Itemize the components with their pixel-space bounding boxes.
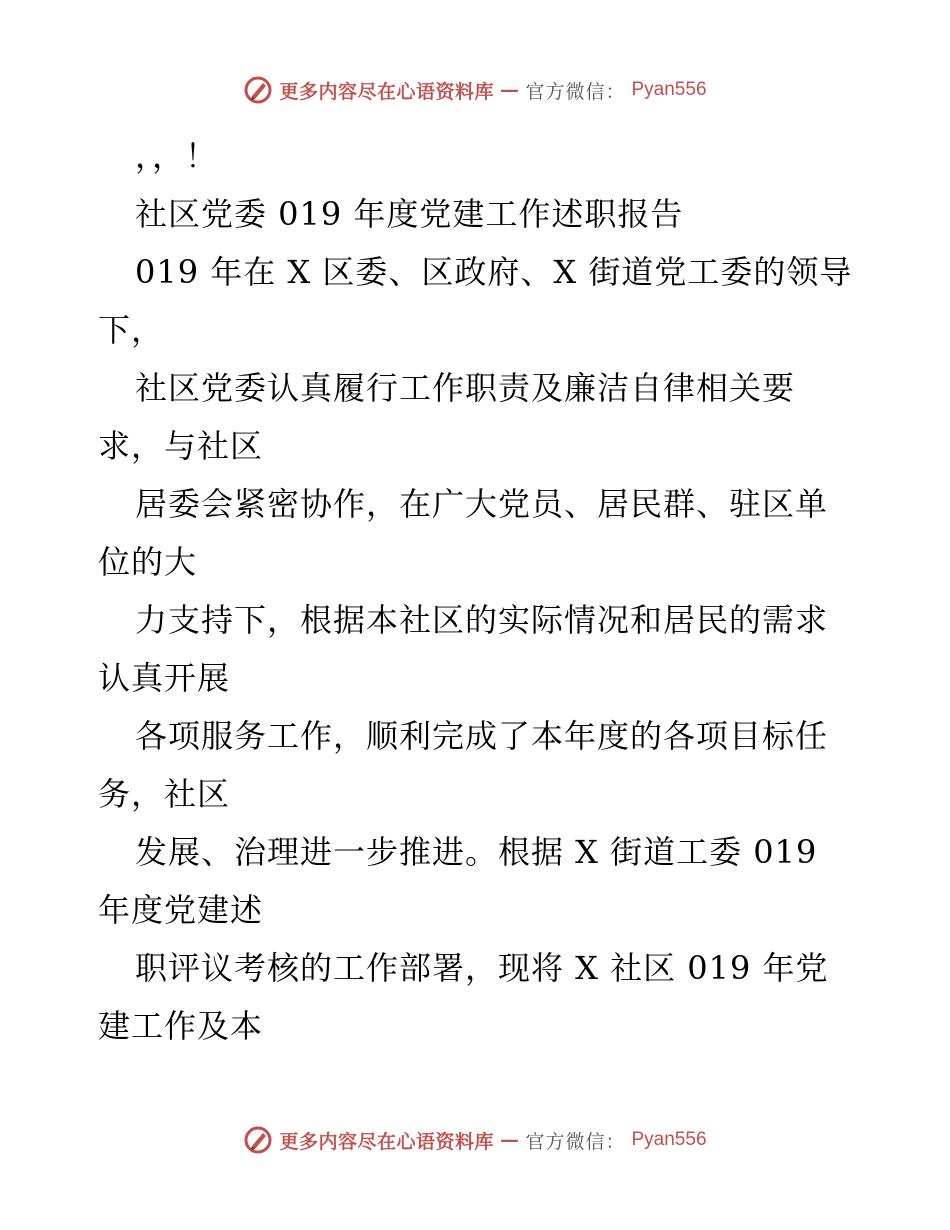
text-line: 位的大	[98, 543, 198, 581]
text-line: 力支持下，根据本社区的实际情况和居民的需求	[135, 601, 829, 639]
text-line: 下，	[98, 311, 165, 349]
text-line: 职评议考核的工作部署，现将 X 社区 019 年党	[135, 949, 829, 987]
text-line: 发展、治理进一步推进。根据 X 街道工委 019	[135, 833, 818, 871]
footer-watermark	[0, 1120, 950, 1160]
text-line: 认真开展	[98, 659, 231, 697]
text-line: 务，社区	[98, 775, 231, 813]
watermark-id: Pyan556	[631, 79, 707, 100]
watermark-official: 官方微信：	[525, 1130, 626, 1153]
header-watermark	[0, 70, 950, 110]
text-line: ，，！	[135, 137, 219, 175]
watermark-text: 更多内容尽在心语资料库	[279, 80, 494, 103]
text-line: 各项服务工作，顺利完成了本年度的各项目标任	[135, 717, 829, 755]
watermark-dash: —	[499, 79, 520, 101]
watermark-official: 官方微信：	[525, 80, 626, 103]
pen-logo-icon	[243, 1125, 273, 1155]
document-body	[98, 127, 858, 1055]
pen-logo-icon	[243, 75, 273, 105]
text-line: 年度党建述	[98, 891, 264, 929]
watermark-id: Pyan556	[631, 1129, 707, 1150]
text-line: 建工作及本	[98, 1007, 264, 1045]
text-line: 居委会紧密协作，在广大党员、居民群、驻区单	[135, 485, 829, 523]
watermark-text: 更多内容尽在心语资料库	[279, 1130, 494, 1153]
text-line: 社区党委认真履行工作职责及廉洁自律相关要	[135, 369, 796, 407]
text-line: 求，与社区	[98, 427, 264, 465]
text-line: 社区党委 019 年度党建工作述职报告	[135, 195, 684, 233]
text-line: 019 年在 X 区委、区政府、X 街道党工委的领导	[135, 253, 853, 291]
watermark-dash: —	[499, 1129, 520, 1151]
